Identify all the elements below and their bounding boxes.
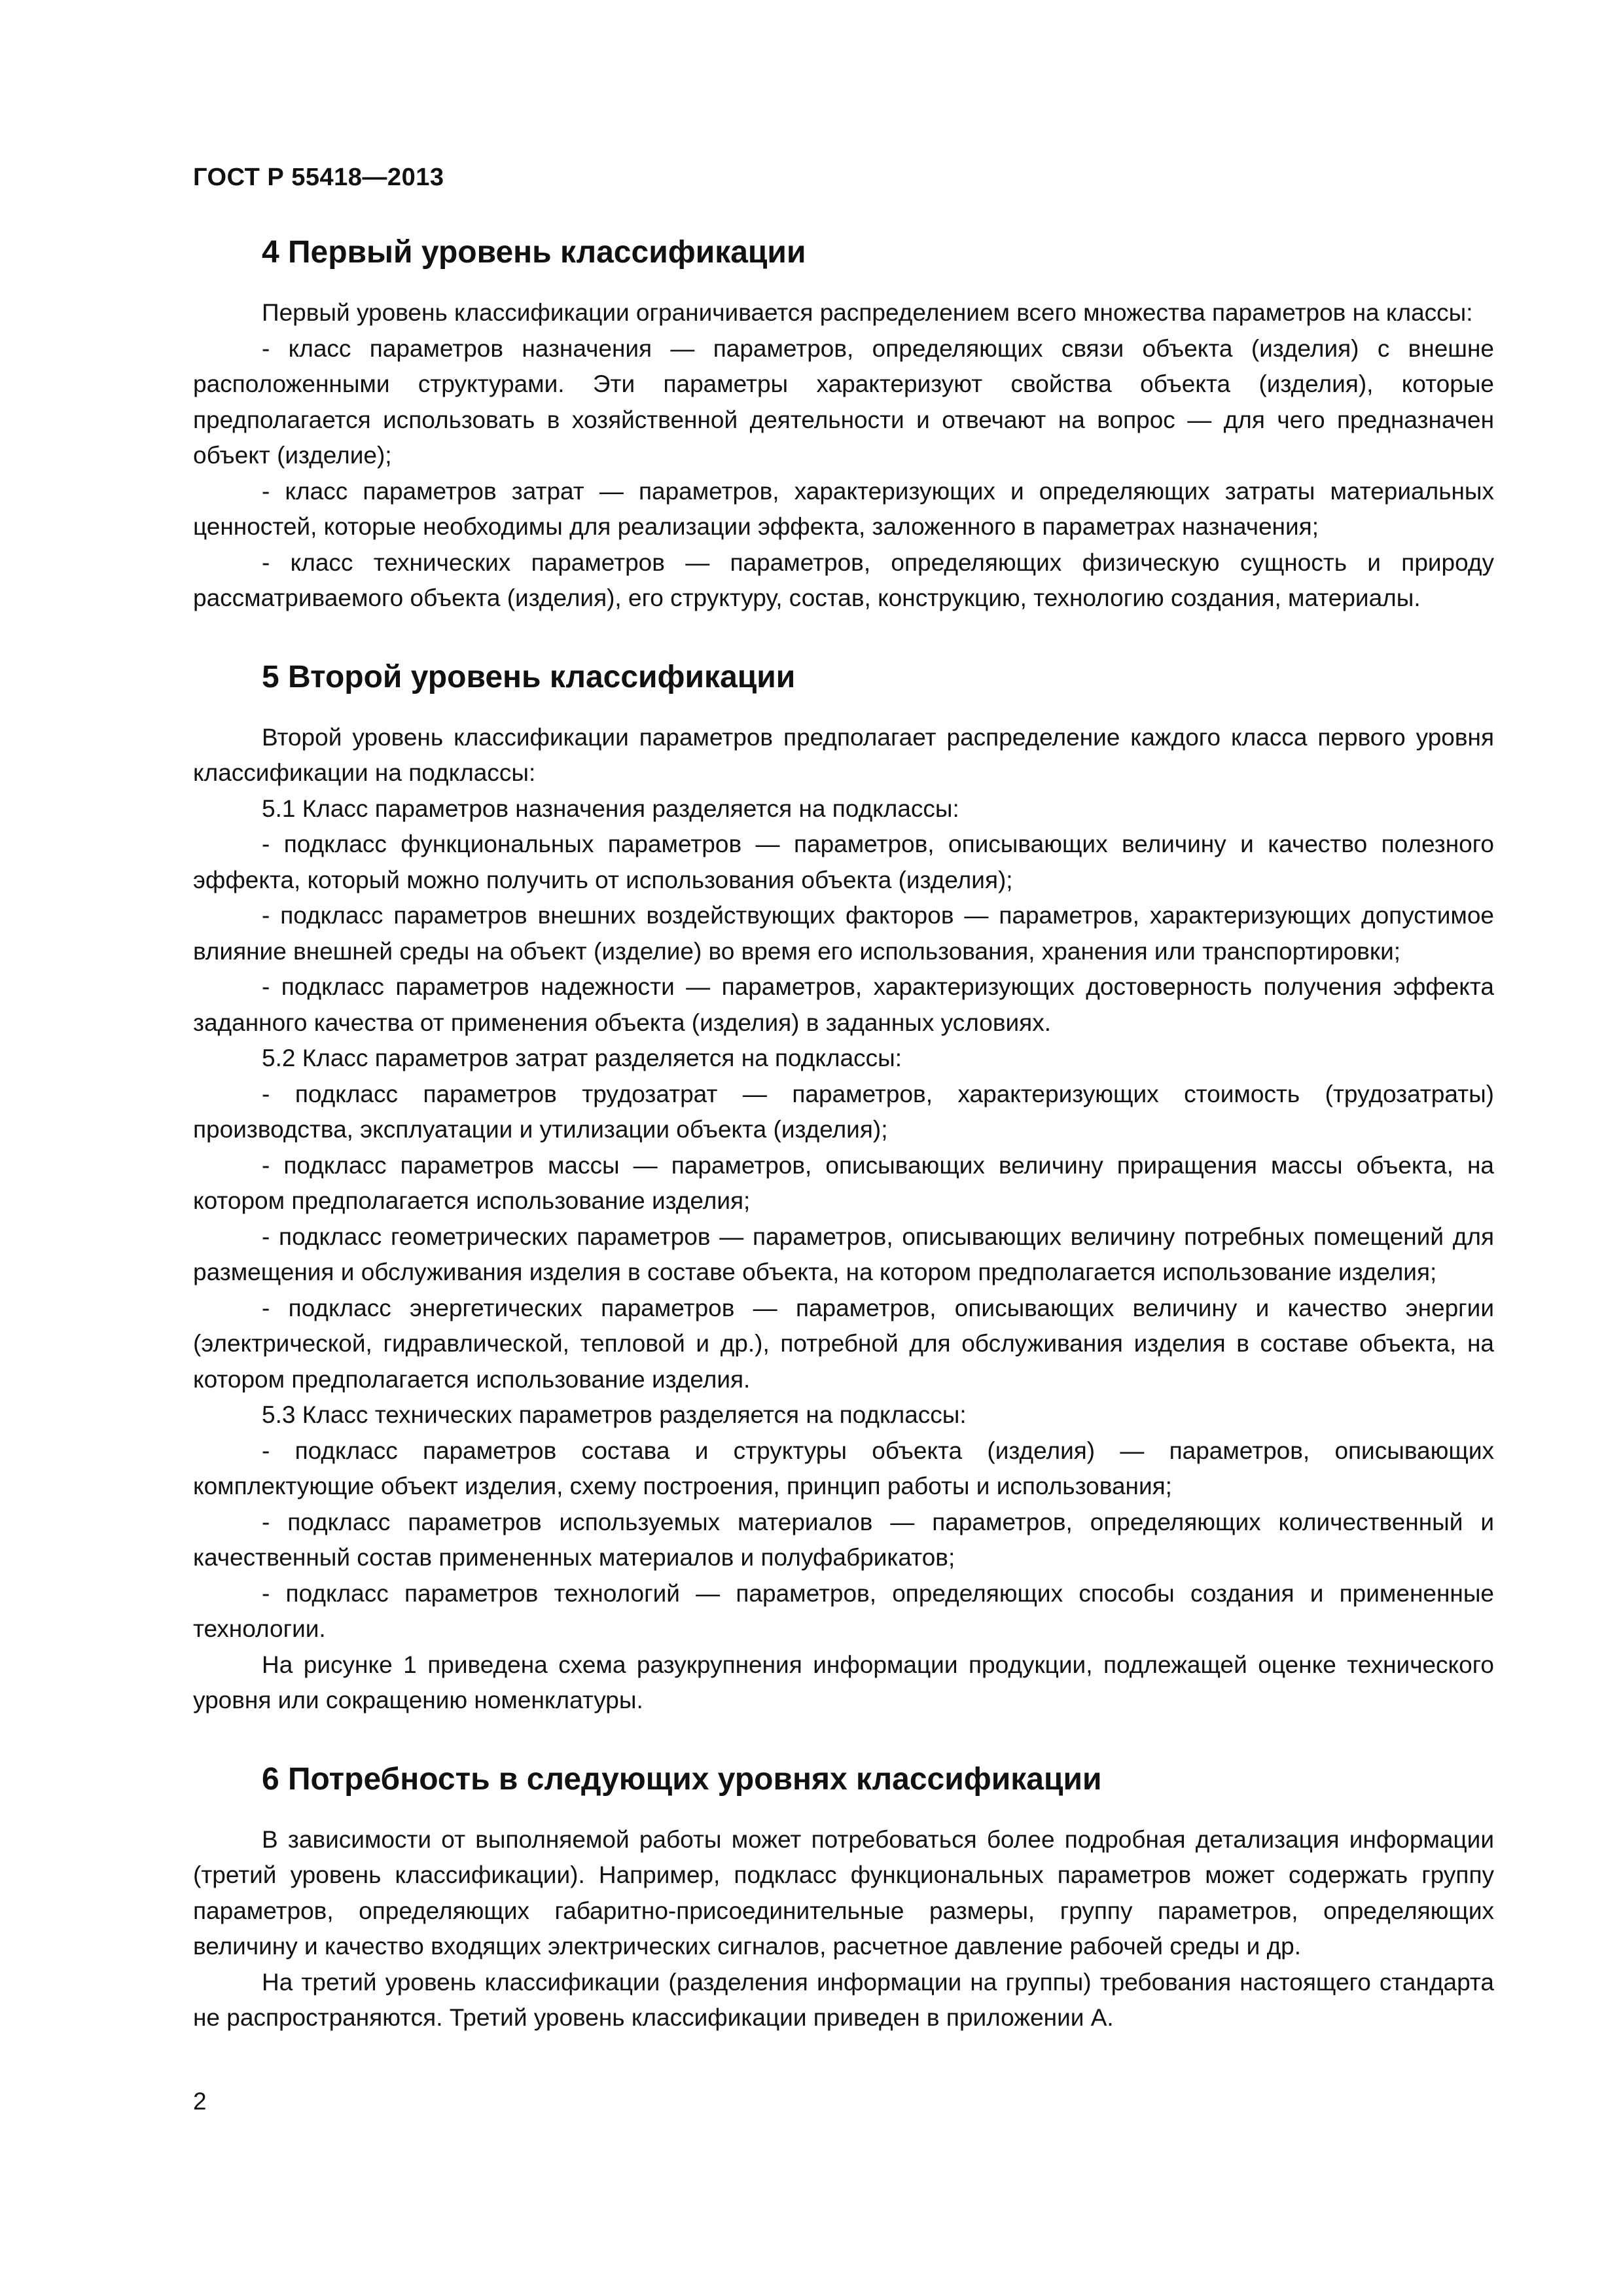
paragraph: - подкласс параметров технологий — параметров, определяющих способы создания и примененные технологии. xyxy=(193,1579,1494,1642)
section-4 xyxy=(193,232,1494,617)
paragraph: Первый уровень классификации ограничивается распределением всего множества параметров на классы: xyxy=(262,299,1473,326)
paragraph: На третий уровень классификации (разделения информации на группы) требования настоящего стандарта не распространяются. Третий уровень классификации приведен в приложении А. xyxy=(193,1968,1494,2031)
paragraph: 5.2 Класс параметров затрат разделяется на подклассы: xyxy=(262,1045,902,1071)
paragraph: На рисунке 1 приведена схема разукрупнения информации продукции, подлежащей оценке технического уровня или сокращению номенклатуры. xyxy=(193,1651,1494,1713)
paragraph: - подкласс параметров трудозатрат — параметров, характеризующих стоимость (трудозатраты) производства, эксплуатации и утилизации объекта (изделия); xyxy=(193,1080,1494,1143)
paragraph: - класс параметров назначения — параметров, определяющих связи объекта (изделия) с внешне расположенными структурами. Эти параметры характеризуют свойства объекта (изделия), которые предполагается использовать в хозяйственной деятельности и отвечают на вопрос — для чего предназначен объект (изделие); xyxy=(193,334,1494,469)
paragraph: - подкласс энергетических параметров — параметров, описывающих величину и качество энергии (электрической, гидравлической, тепловой и др.), потребной для обслуживания изделия в составе объекта, на котором предполагается использование изделия. xyxy=(193,1294,1494,1393)
paragraph: - подкласс геометрических параметров — параметров, описывающих величину потребных помещений для размещения и обслуживания изделия в составе объекта, на котором предполагается использование изделия; xyxy=(193,1223,1494,1285)
paragraph: - подкласс параметров внешних воздействующих факторов — параметров, характеризующих допустимое влияние внешней среды на объект (изделие) во время его использования, хранения или транспортировки; xyxy=(193,902,1494,965)
section-title: 6 Потребность в следующих уровнях классификации xyxy=(262,1761,1102,1797)
paragraph: 5.1 Класс параметров назначения разделяется на подклассы: xyxy=(262,795,959,822)
document-body xyxy=(193,232,1494,2077)
paragraph: - подкласс параметров используемых материалов — параметров, определяющих количественный и качественный состав примененных материалов и полуфабрикатов; xyxy=(193,1508,1494,1571)
section-5 xyxy=(193,657,1494,1719)
paragraph: - класс параметров затрат — параметров, характеризующих и определяющих затраты материальных ценностей, которые необходимы для реализации эффекта, заложенного в параметрах назначения; xyxy=(193,477,1494,540)
paragraph: Второй уровень классификации параметров предполагает распределение каждого класса первого уровня классификации на подклассы: xyxy=(193,723,1494,786)
section-title: 4 Первый уровень классификации xyxy=(262,235,806,270)
paragraph: - подкласс функциональных параметров — параметров, описывающих величину и качество полезного эффекта, который можно получить от использования объекта (изделия); xyxy=(193,831,1494,893)
paragraph: В зависимости от выполняемой работы может потребоваться более подробная детализация информации (третий уровень классификации). Например, подкласс функциональных параметров может содержать группу параметров, определяющих габаритно-присоединительные размеры, группу параметров, определяющих величину и качество входящих электрических сигналов, расчетное давление рабочей среды и др. xyxy=(193,1825,1494,1960)
paragraph: 5.3 Класс технических параметров разделяется на подклассы: xyxy=(262,1401,967,1428)
paragraph: - класс технических параметров — параметров, определяющих физическую сущность и природу рассматриваемого объекта (изделия), его структуру, состав, конструкцию, технологию создания, материалы. xyxy=(193,548,1494,611)
paragraph: - подкласс параметров состава и структуры объекта (изделия) — параметров, описывающих комплектующие объект изделия, схему построения, принцип работы и использования; xyxy=(193,1437,1494,1499)
paragraph: - подкласс параметров массы — параметров, описывающих величину приращения массы объекта, на котором предполагается использование изделия; xyxy=(193,1151,1494,1214)
page-number: 2 xyxy=(193,2088,207,2115)
paragraph: - подкласс параметров надежности — параметров, характеризующих достоверность получения эффекта заданного качества от применения объекта (изделия) в заданных условиях. xyxy=(193,973,1494,1036)
section-6 xyxy=(193,1759,1494,2036)
section-title: 5 Второй уровень классификации xyxy=(262,659,796,694)
document-header: ГОСТ Р 55418—2013 xyxy=(193,164,444,191)
